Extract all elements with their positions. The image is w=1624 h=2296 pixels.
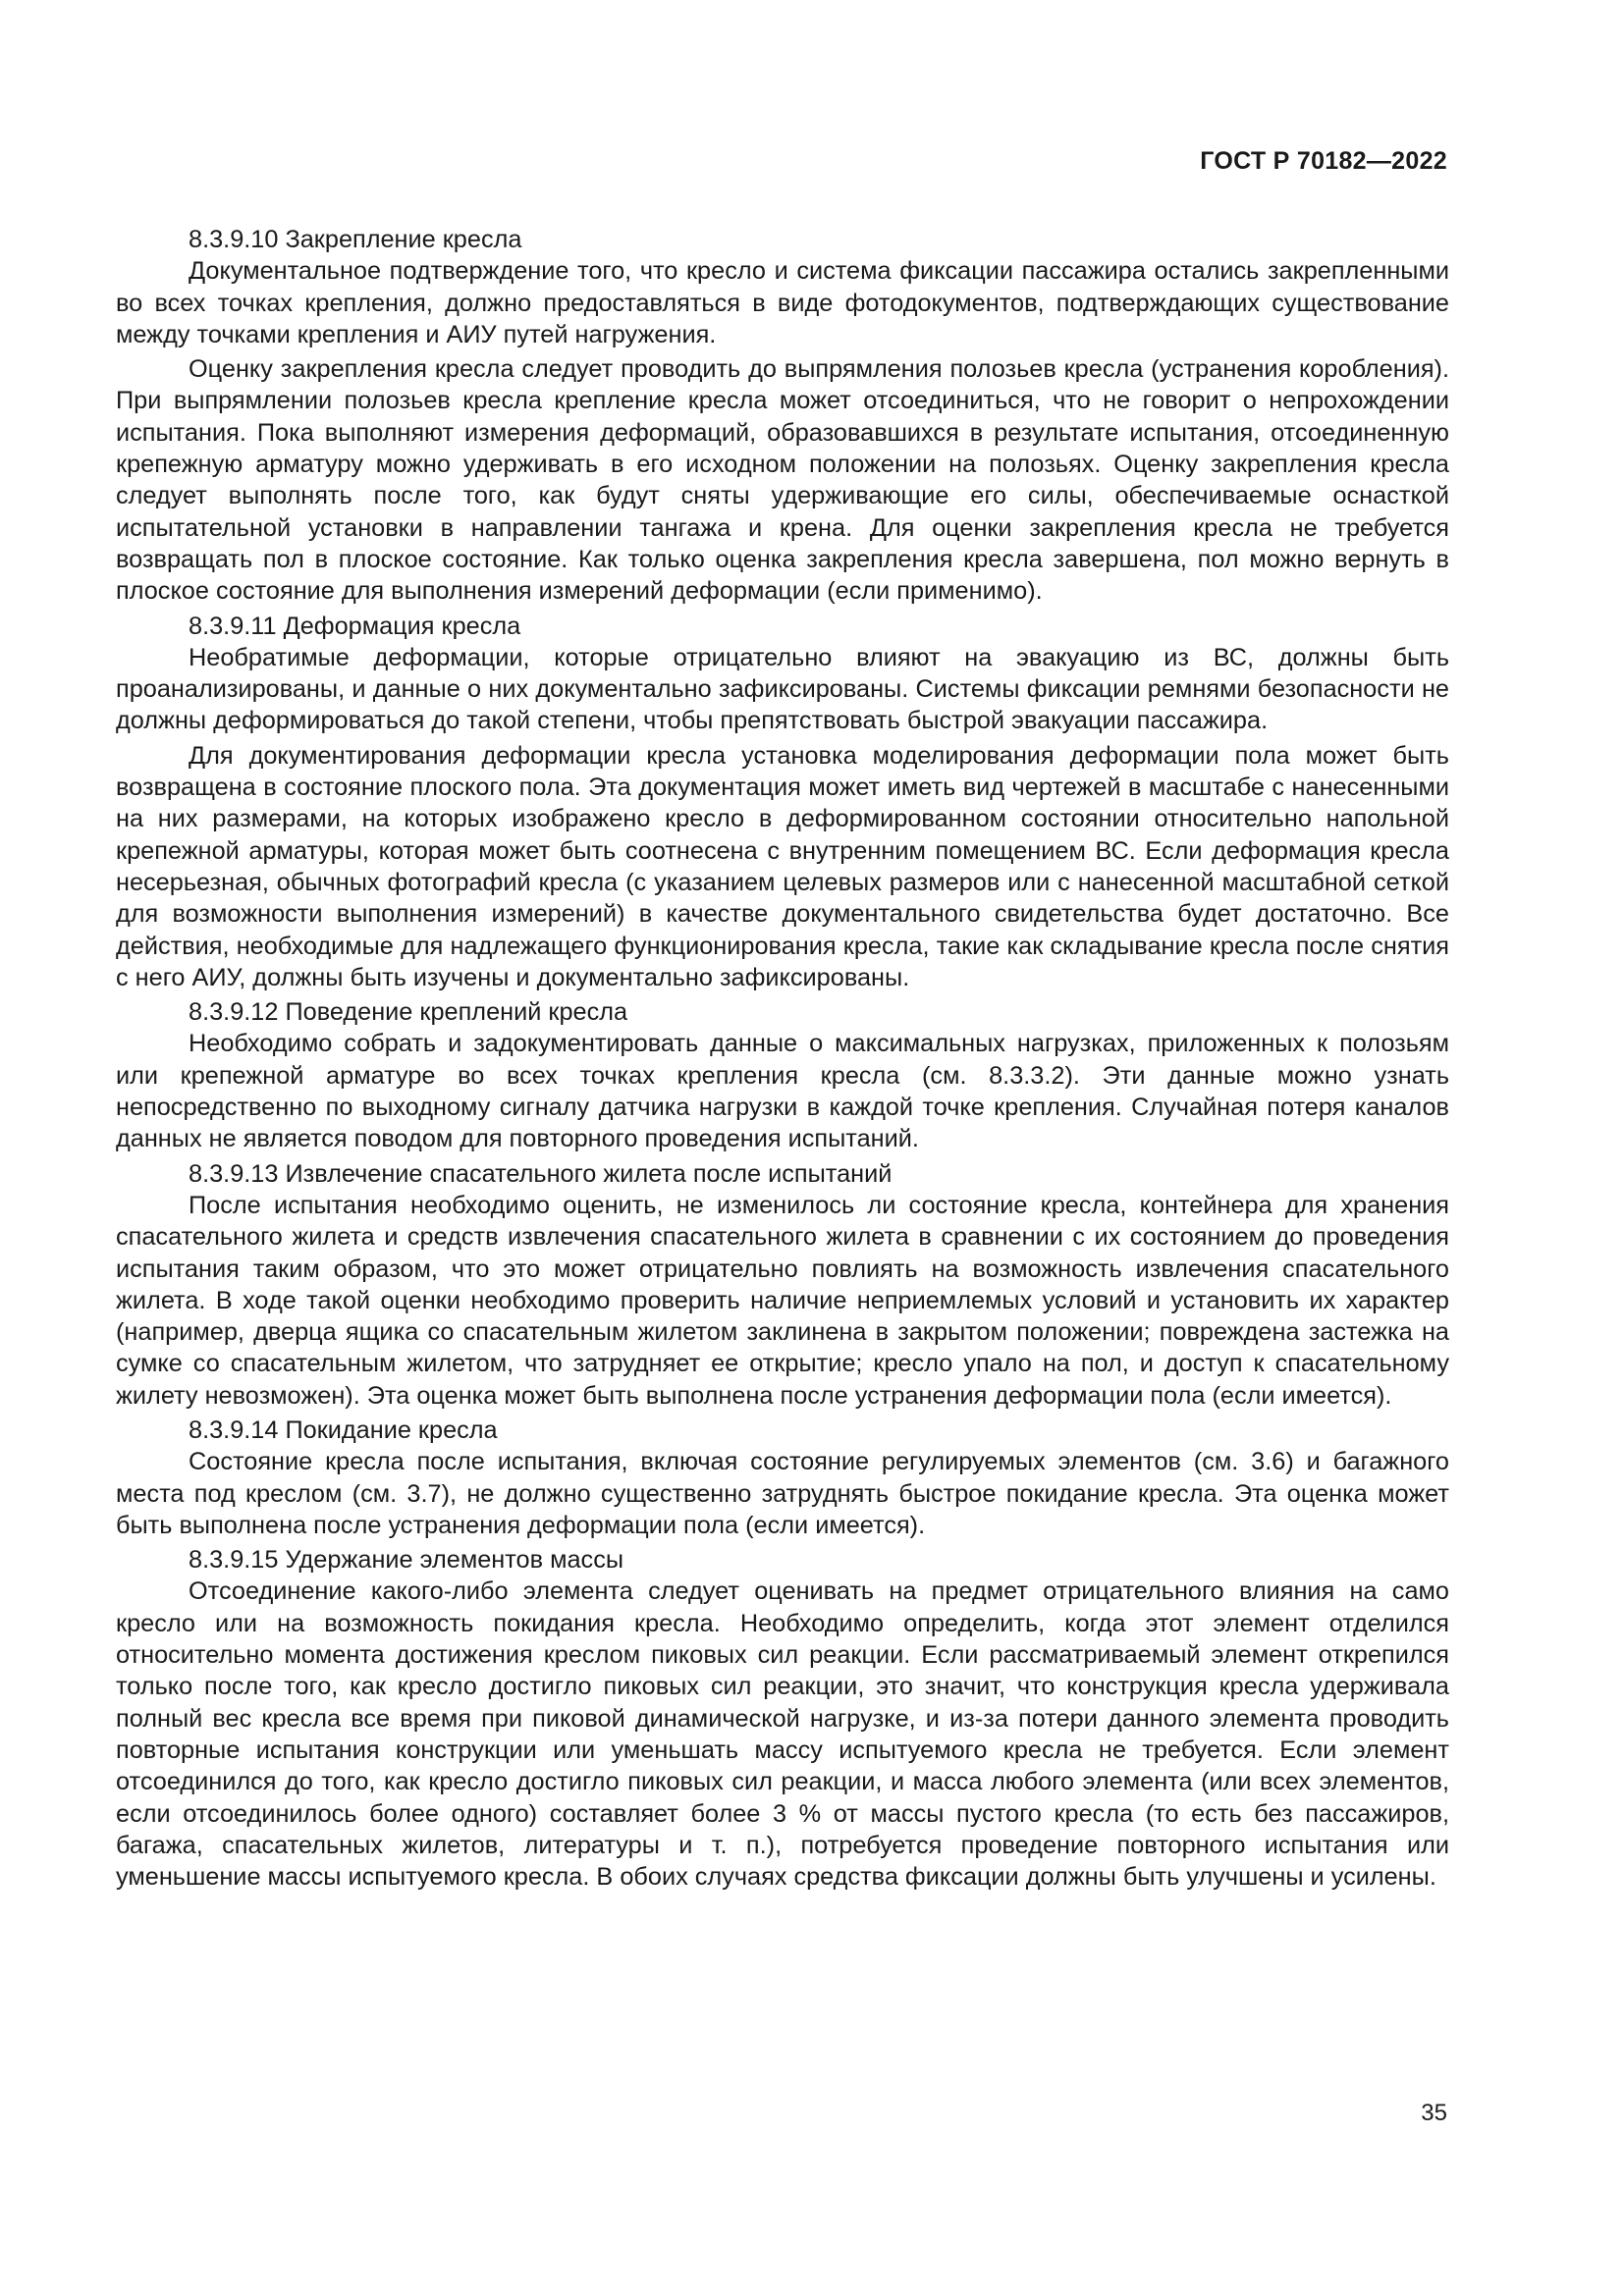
paragraph: Необходимо собрать и задокументировать данные о максимальных нагрузках, приложенных к полозьям или крепежной арматуре во всех точках крепления кресла (см. 8.3.3.2). Эти данные можно узнать непосредственно по выходному сигналу датчика нагрузки в каждой точке крепления. Случайная потеря каналов данных не является поводом для повторного проведения испытаний. bbox=[116, 1030, 1449, 1153]
section-heading: 8.3.9.10 Закрепление кресла bbox=[189, 226, 522, 253]
document-body bbox=[116, 224, 1449, 1896]
paragraph: Отсоединение какого-либо элемента следует оценивать на предмет отрицательного влияния на само кресло или на возможность покидания кресла. Необходимо определить, когда этот элемент отделился относительно момента достижения креслом пиковых сил реакции. Если рассматриваемый элемент открепился только после того, как кресло достигло пиковых сил реакции, это значит, что конструкция кресла удерживала полный вес кресла все время при пиковой динамической нагрузке, и из-за потери данного элемента проводить повторные испытания конструкции или уменьшать массу испытуемого кресла не требуется. Если элемент отсоединился до того, как кресло достигло пиковых сил реакции, и масса любого элемента (или всех элементов, если отсоединилось более одного) составляет более 3 % от массы пустого кресла (то есть без пассажиров, багажа, спасательных жилетов, литературы и т. п.), потребуется проведение повторного испытания или уменьшение массы испытуемого кресла. В обоих случаях средства фиксации должны быть улучшены и усилены. bbox=[116, 1577, 1449, 1892]
paragraph: Документальное подтверждение того, что кресло и система фиксации пассажира остались закрепленными во всех точках крепления, должно предоставляться в виде фотодокументов, подтверждающих существование между точками крепления и АИУ путей нагружения. bbox=[116, 257, 1449, 348]
paragraph: Оценку закрепления кресла следует проводить до выпрямления полозьев кресла (устранения коробления). При выпрямлении полозьев кресла крепление кресла может отсоединиться, что не говорит о непрохождении испытания. Пока выполняют измерения деформаций, образовавшихся в результате испытания, отсоединенную крепежную арматуру можно удерживать в его исходном положении на полозьях. Оценку закрепления кресла следует выполнять после того, как будут сняты удерживающие его силы, обеспечиваемые оснасткой испытательной установки в направлении тангажа и крена. Для оценки закрепления кресла не требуется возвращать пол в плоское состояние. Как только оценка закрепления кресла завершена, пол можно вернуть в плоское состояние для выполнения измерений деформации (если применимо). bbox=[116, 355, 1449, 606]
section-heading: 8.3.9.11 Деформация кресла bbox=[189, 612, 521, 640]
document-code: ГОСТ Р 70182—2022 bbox=[1200, 147, 1447, 175]
section-heading: 8.3.9.13 Извлечение спасательного жилета после испытаний bbox=[189, 1159, 893, 1188]
paragraph: Для документирования деформации кресла установка моделирования деформации пола может быть возвращена в состояние плоского пола. Эта документация может иметь вид чертежей в масштабе с нанесенными на них размерами, на которых изображено кресло в деформированном состоянии относительно напольной крепежной арматуры, которая может быть соотнесена с внутренним помещением ВС. Если деформация кресла несерьезная, обычных фотографий кресла (с указанием целевых размеров или с нанесенной масштабной сеткой для возможности выполнения измерений) в качестве документального свидетельства будет достаточно. Все действия, необходимые для надлежащего функционирования кресла, такие как складывание кресла после снятия с него АИУ, должны быть изучены и документально зафиксированы. bbox=[116, 741, 1449, 991]
page-number: 35 bbox=[1421, 2100, 1447, 2126]
paragraph: Необратимые деформации, которые отрицательно влияют на эвакуацию из ВС, должны быть проанализированы, и данные о них документально зафиксированы. Системы фиксации ремнями безопасности не должны деформироваться до такой степени, чтобы препятствовать быстрой эвакуации пассажира. bbox=[116, 643, 1449, 735]
paragraph: После испытания необходимо оценить, не изменилось ли состояние кресла, контейнера для хранения спасательного жилета и средств извлечения спасательного жилета в сравнении с их состоянием до проведения испытания таким образом, что это может отрицательно повлиять на возможность извлечения спасательного жилета. В ходе такой оценки необходимо проверить наличие неприемлемых условий и установить их характер (например, дверца ящика со спасательным жилетом заклинена в закрытом положении; повреждена застежка на сумке со спасательным жилетом, что затрудняет ее открытие; кресло упало на пол, и доступ к спасательному жилету невозможен). Эта оценка может быть выполнена после устранения деформации пола (если имеется). bbox=[116, 1191, 1449, 1410]
section-heading: 8.3.9.12 Поведение креплений кресла bbox=[189, 998, 628, 1027]
section-heading: 8.3.9.15 Удержание элементов массы bbox=[189, 1546, 624, 1575]
section-heading: 8.3.9.14 Покидание кресла bbox=[189, 1415, 498, 1444]
paragraph: Состояние кресла после испытания, включая состояние регулируемых элементов (см. 3.6) и багажного места под креслом (см. 3.7), не должно существенно затруднять быстрое покидание кресла. Эта оценка может быть выполнена после устранения деформации пола (если имеется). bbox=[116, 1448, 1449, 1539]
